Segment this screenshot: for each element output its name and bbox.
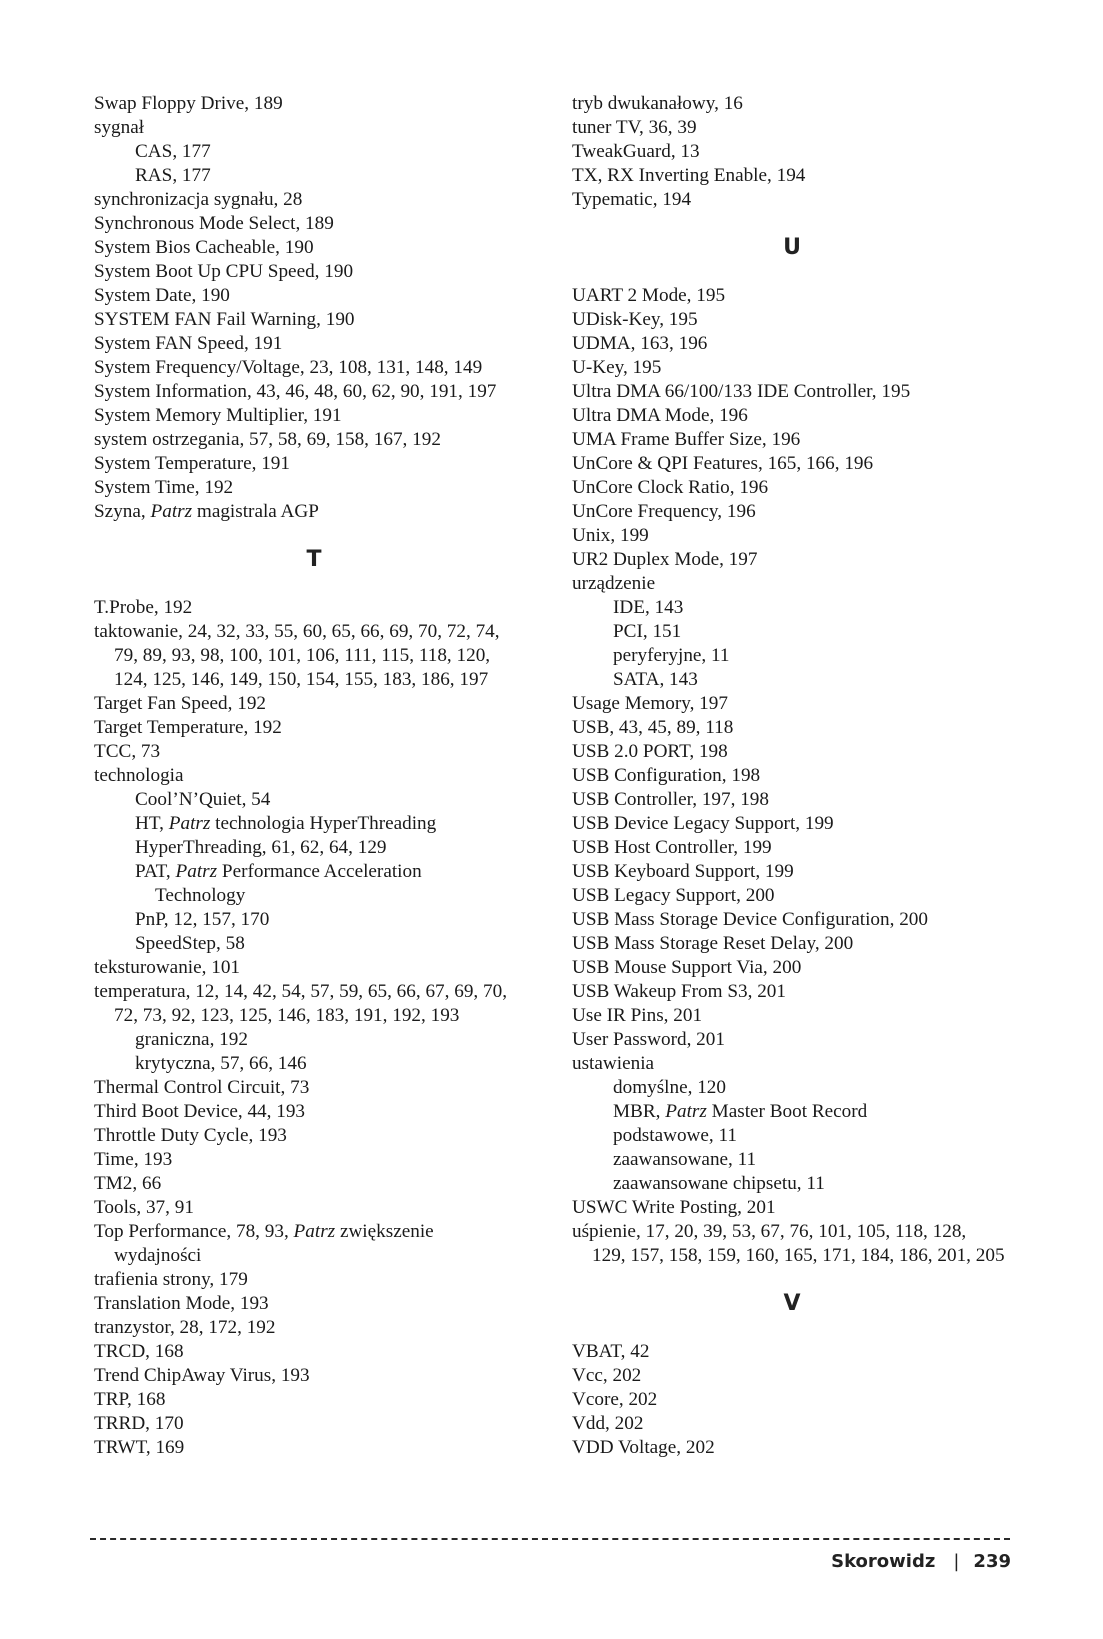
index-entry: [572, 92, 1012, 116]
entry-text: Szyna,: [94, 501, 151, 522]
entry-text: CAS, 177: [135, 141, 211, 162]
index-entry: [572, 1196, 1012, 1220]
entry-text: Vdd, 202: [572, 1413, 644, 1434]
entry-text: PAT,: [135, 861, 176, 882]
index-subentry: [94, 164, 534, 188]
index-entry: [572, 308, 1012, 332]
section-letter-heading: T: [306, 547, 322, 572]
entry-text: USB 2.0 PORT, 198: [572, 741, 728, 762]
index-subentry: [572, 1100, 1012, 1124]
index-entry: [572, 548, 1012, 572]
index-entry: [94, 500, 534, 524]
index-entry: [572, 188, 1012, 212]
entry-text: Third Boot Device, 44, 193: [94, 1101, 306, 1122]
index-entry: [572, 860, 1012, 884]
index-entry: [94, 1268, 534, 1292]
index-entry: [94, 1364, 534, 1388]
entry-text: HyperThreading, 61, 62, 64, 129: [135, 837, 387, 858]
index-entry: [94, 692, 534, 716]
index-entry: [94, 356, 534, 380]
index-entry: [94, 476, 534, 500]
cross-reference-term: Patrz: [150, 501, 193, 522]
entry-text: Translation Mode, 193: [94, 1293, 269, 1314]
entry-text: Synchronous Mode Select, 189: [94, 213, 334, 234]
entry-text: USB Wakeup From S3, 201: [572, 981, 786, 1002]
entry-text: tuner TV, 36, 39: [572, 117, 697, 138]
index-entry: [572, 428, 1012, 452]
section-letter-heading: V: [783, 1291, 801, 1316]
entry-text: sygnał: [94, 117, 145, 138]
entry-text: UnCore & QPI Features, 165, 166, 196: [572, 453, 874, 474]
index-entry: [94, 620, 534, 644]
entry-text: USB Keyboard Support, 199: [572, 861, 794, 882]
entry-text: USB Configuration, 198: [572, 765, 761, 786]
entry-text: USB, 43, 45, 89, 118: [572, 717, 734, 738]
entry-text: uśpienie, 17, 20, 39, 53, 67, 76, 101, 105, 118, 128,: [572, 1221, 967, 1242]
entry-text: graniczna, 192: [135, 1029, 248, 1050]
index-entry: [94, 1316, 534, 1340]
entry-text: MBR,: [613, 1101, 666, 1122]
index-entry: [94, 212, 534, 236]
index-entry: [94, 764, 534, 788]
index-entry: [572, 908, 1012, 932]
index-entry: [572, 356, 1012, 380]
index-entry: [572, 476, 1012, 500]
entry-text: UMA Frame Buffer Size, 196: [572, 429, 801, 450]
index-entry: [572, 524, 1012, 548]
index-entry: [572, 1364, 1012, 1388]
index-subentry: [94, 884, 534, 908]
entry-text: Ultra DMA Mode, 196: [572, 405, 748, 426]
entry-text: Top Performance, 78, 93,: [94, 1221, 294, 1242]
index-subentry: [94, 1028, 534, 1052]
index-entry: [572, 956, 1012, 980]
index-entry: [94, 332, 534, 356]
entry-text: Trend ChipAway Virus, 193: [94, 1365, 310, 1386]
entry-text: Target Temperature, 192: [94, 717, 282, 738]
footer-separator: |: [953, 1551, 960, 1572]
entry-text: technologia HyperThreading: [210, 813, 437, 834]
index-entry: [94, 740, 534, 764]
index-entry: [572, 1028, 1012, 1052]
index-column-right: [572, 92, 1012, 1460]
index-subentry: [572, 1076, 1012, 1100]
entry-text: SYSTEM FAN Fail Warning, 190: [94, 309, 355, 330]
entry-text: TRCD, 168: [94, 1341, 184, 1362]
entry-text: krytyczna, 57, 66, 146: [135, 1053, 307, 1074]
index-subentry: [572, 1148, 1012, 1172]
entry-text: Throttle Duty Cycle, 193: [94, 1125, 287, 1146]
entry-text: technologia: [94, 765, 184, 786]
entry-text: Vcc, 202: [572, 1365, 642, 1386]
entry-text: UDisk-Key, 195: [572, 309, 698, 330]
entry-text: Use IR Pins, 201: [572, 1005, 703, 1026]
index-subentry: [94, 140, 534, 164]
index-entry: [94, 1340, 534, 1364]
entry-text: teksturowanie, 101: [94, 957, 241, 978]
entry-text: Time, 193: [94, 1149, 173, 1170]
entry-text: UnCore Clock Ratio, 196: [572, 477, 769, 498]
entry-text: System Information, 43, 46, 48, 60, 62, 90, 191, 197: [94, 381, 497, 402]
entry-text: Cool’N’Quiet, 54: [135, 789, 271, 810]
footer-rule: [90, 1538, 1010, 1540]
cross-reference-term: Patrz: [175, 861, 218, 882]
entry-text: temperatura, 12, 14, 42, 54, 57, 59, 65, 66, 67, 69, 70,: [94, 981, 508, 1002]
index-entry: [94, 1220, 534, 1244]
index-entry: [94, 1172, 534, 1196]
index-entry-continuation: [94, 668, 534, 692]
index-subentry: [94, 788, 534, 812]
index-entry: [572, 932, 1012, 956]
index-entry: [94, 1196, 534, 1220]
cross-reference-term: Patrz: [293, 1221, 336, 1242]
entry-text: Swap Floppy Drive, 189: [94, 93, 283, 114]
index-entry: [94, 92, 534, 116]
index-entry: [94, 308, 534, 332]
index-entry: [94, 452, 534, 476]
entry-text: domyślne, 120: [613, 1077, 726, 1098]
index-entry: [94, 956, 534, 980]
entry-text: Performance Acceleration: [217, 861, 422, 882]
index-subentry: [572, 668, 1012, 692]
entry-text: Unix, 199: [572, 525, 649, 546]
index-entry: [572, 572, 1012, 596]
entry-text: USB Controller, 197, 198: [572, 789, 769, 810]
entry-text: U-Key, 195: [572, 357, 662, 378]
index-entry: [94, 428, 534, 452]
index-entry: [572, 764, 1012, 788]
entry-text: tranzystor, 28, 172, 192: [94, 1317, 276, 1338]
entry-text: 72, 73, 92, 123, 125, 146, 183, 191, 192, 193: [114, 1005, 460, 1026]
index-entry: [94, 284, 534, 308]
index-entry: [572, 1220, 1012, 1244]
index-entry: [94, 404, 534, 428]
section-letter-heading: U: [783, 235, 801, 260]
entry-text: 124, 125, 146, 149, 150, 154, 155, 183, 186, 197: [114, 669, 489, 690]
entry-text: USWC Write Posting, 201: [572, 1197, 776, 1218]
entry-text: SATA, 143: [613, 669, 698, 690]
entry-text: Ultra DMA 66/100/133 IDE Controller, 195: [572, 381, 911, 402]
index-column-left: [94, 92, 534, 1460]
entry-text: Target Fan Speed, 192: [94, 693, 267, 714]
entry-text: zaawansowane chipsetu, 11: [613, 1173, 825, 1194]
index-entry: [572, 380, 1012, 404]
entry-text: UR2 Duplex Mode, 197: [572, 549, 758, 570]
index-subentry: [572, 644, 1012, 668]
index-subentry: [94, 932, 534, 956]
index-entry: [572, 332, 1012, 356]
index-entry: [94, 236, 534, 260]
index-entry: [572, 812, 1012, 836]
index-entry: [94, 260, 534, 284]
index-subentry: [572, 620, 1012, 644]
entry-text: TRWT, 169: [94, 1437, 185, 1458]
index-entry: [572, 692, 1012, 716]
footer-section-title: Skorowidz: [831, 1551, 936, 1572]
entry-text: System Bios Cacheable, 190: [94, 237, 314, 258]
entry-text: System Date, 190: [94, 285, 230, 306]
index-subentry: [572, 1124, 1012, 1148]
entry-text: VBAT, 42: [572, 1341, 650, 1362]
entry-text: VDD Voltage, 202: [572, 1437, 715, 1458]
index-entry-continuation: [572, 1244, 1012, 1268]
index-entry: [572, 740, 1012, 764]
entry-text: urządzenie: [572, 573, 656, 594]
index-entry: [572, 500, 1012, 524]
index-subentry: [94, 860, 534, 884]
entry-text: T.Probe, 192: [94, 597, 193, 618]
index-entry: [572, 836, 1012, 860]
entry-text: USB Legacy Support, 200: [572, 885, 775, 906]
index-entry: [94, 1292, 534, 1316]
index-entry: [572, 284, 1012, 308]
entry-text: System Temperature, 191: [94, 453, 290, 474]
entry-text: SpeedStep, 58: [135, 933, 245, 954]
page-footer: [831, 1551, 1011, 1572]
index-entry: [572, 788, 1012, 812]
index-entry: [572, 452, 1012, 476]
entry-text: Tools, 37, 91: [94, 1197, 194, 1218]
page-number: 239: [973, 1551, 1011, 1572]
index-entry: [94, 1148, 534, 1172]
entry-text: UnCore Frequency, 196: [572, 501, 756, 522]
entry-text: UDMA, 163, 196: [572, 333, 708, 354]
entry-text: User Password, 201: [572, 1029, 725, 1050]
index-entry-continuation: [94, 644, 534, 668]
entry-text: System Memory Multiplier, 191: [94, 405, 342, 426]
entry-text: synchronizacja sygnału, 28: [94, 189, 303, 210]
index-entry: [572, 884, 1012, 908]
entry-text: 129, 157, 158, 159, 160, 165, 171, 184, 186, 201, 205: [592, 1245, 1005, 1266]
cross-reference-term: Patrz: [168, 813, 211, 834]
index-entry: [94, 596, 534, 620]
entry-text: USB Device Legacy Support, 199: [572, 813, 834, 834]
entry-text: TRRD, 170: [94, 1413, 184, 1434]
index-entry: [94, 980, 534, 1004]
index-entry-continuation: [94, 1244, 534, 1268]
entry-text: Vcore, 202: [572, 1389, 658, 1410]
index-entry: [572, 116, 1012, 140]
index-entry: [572, 1004, 1012, 1028]
index-subentry: [94, 812, 534, 836]
index-entry: [572, 140, 1012, 164]
index-subentry: [94, 908, 534, 932]
entry-text: podstawowe, 11: [613, 1125, 737, 1146]
entry-text: taktowanie, 24, 32, 33, 55, 60, 65, 66, 69, 70, 72, 74,: [94, 621, 500, 642]
entry-text: PCI, 151: [613, 621, 682, 642]
entry-text: Thermal Control Circuit, 73: [94, 1077, 310, 1098]
entry-text: Usage Memory, 197: [572, 693, 728, 714]
index-entry: [94, 380, 534, 404]
index-entry: [94, 1124, 534, 1148]
entry-text: System Frequency/Voltage, 23, 108, 131, 148, 149: [94, 357, 483, 378]
cross-reference-term: Patrz: [665, 1101, 707, 1122]
entry-text: HT,: [135, 813, 169, 834]
index-entry: [572, 980, 1012, 1004]
entry-text: Technology: [155, 885, 246, 906]
entry-text: Typematic, 194: [572, 189, 692, 210]
entry-text: 79, 89, 93, 98, 100, 101, 106, 111, 115, 118, 120,: [114, 645, 491, 666]
entry-text: USB Mass Storage Device Configuration, 200: [572, 909, 928, 930]
entry-text: TweakGuard, 13: [572, 141, 700, 162]
index-entry: [94, 1436, 534, 1460]
entry-text: tryb dwukanałowy, 16: [572, 93, 743, 114]
entry-text: trafienia strony, 179: [94, 1269, 248, 1290]
entry-text: RAS, 177: [135, 165, 211, 186]
index-subentry: [572, 596, 1012, 620]
entry-text: zwiększenie: [335, 1221, 434, 1242]
index-entry: [572, 1412, 1012, 1436]
entry-text: system ostrzegania, 57, 58, 69, 158, 167, 192: [94, 429, 441, 450]
entry-text: TX, RX Inverting Enable, 194: [572, 165, 806, 186]
index-entry: [94, 1076, 534, 1100]
entry-text: Master Boot Record: [706, 1101, 868, 1122]
entry-text: TCC, 73: [94, 741, 161, 762]
entry-text: IDE, 143: [613, 597, 684, 618]
entry-text: UART 2 Mode, 195: [572, 285, 726, 306]
index-entry: [94, 188, 534, 212]
entry-text: TRP, 168: [94, 1389, 166, 1410]
entry-text: USB Mass Storage Reset Delay, 200: [572, 933, 854, 954]
index-entry: [572, 1388, 1012, 1412]
entry-text: System Time, 192: [94, 477, 234, 498]
entry-text: USB Host Controller, 199: [572, 837, 772, 858]
entry-text: wydajności: [114, 1245, 202, 1266]
index-entry: [572, 404, 1012, 428]
index-subentry: [572, 1172, 1012, 1196]
index-entry: [94, 116, 534, 140]
index-subentry: [94, 836, 534, 860]
index-entry-continuation: [94, 1004, 534, 1028]
entry-text: USB Mouse Support Via, 200: [572, 957, 802, 978]
index-entry: [94, 1412, 534, 1436]
entry-text: PnP, 12, 157, 170: [135, 909, 270, 930]
index-entry: [94, 1100, 534, 1124]
index-entry: [572, 1340, 1012, 1364]
index-entry: [94, 716, 534, 740]
index-entry: [94, 1388, 534, 1412]
entry-text: System FAN Speed, 191: [94, 333, 283, 354]
index-entry: [572, 1436, 1012, 1460]
entry-text: TM2, 66: [94, 1173, 162, 1194]
entry-text: System Boot Up CPU Speed, 190: [94, 261, 354, 282]
entry-text: zaawansowane, 11: [613, 1149, 757, 1170]
index-entry: [572, 1052, 1012, 1076]
index-subentry: [94, 1052, 534, 1076]
index-entry: [572, 164, 1012, 188]
entry-text: ustawienia: [572, 1053, 655, 1074]
entry-text: magistrala AGP: [192, 501, 319, 522]
index-entry: [572, 716, 1012, 740]
entry-text: peryferyjne, 11: [613, 645, 730, 666]
